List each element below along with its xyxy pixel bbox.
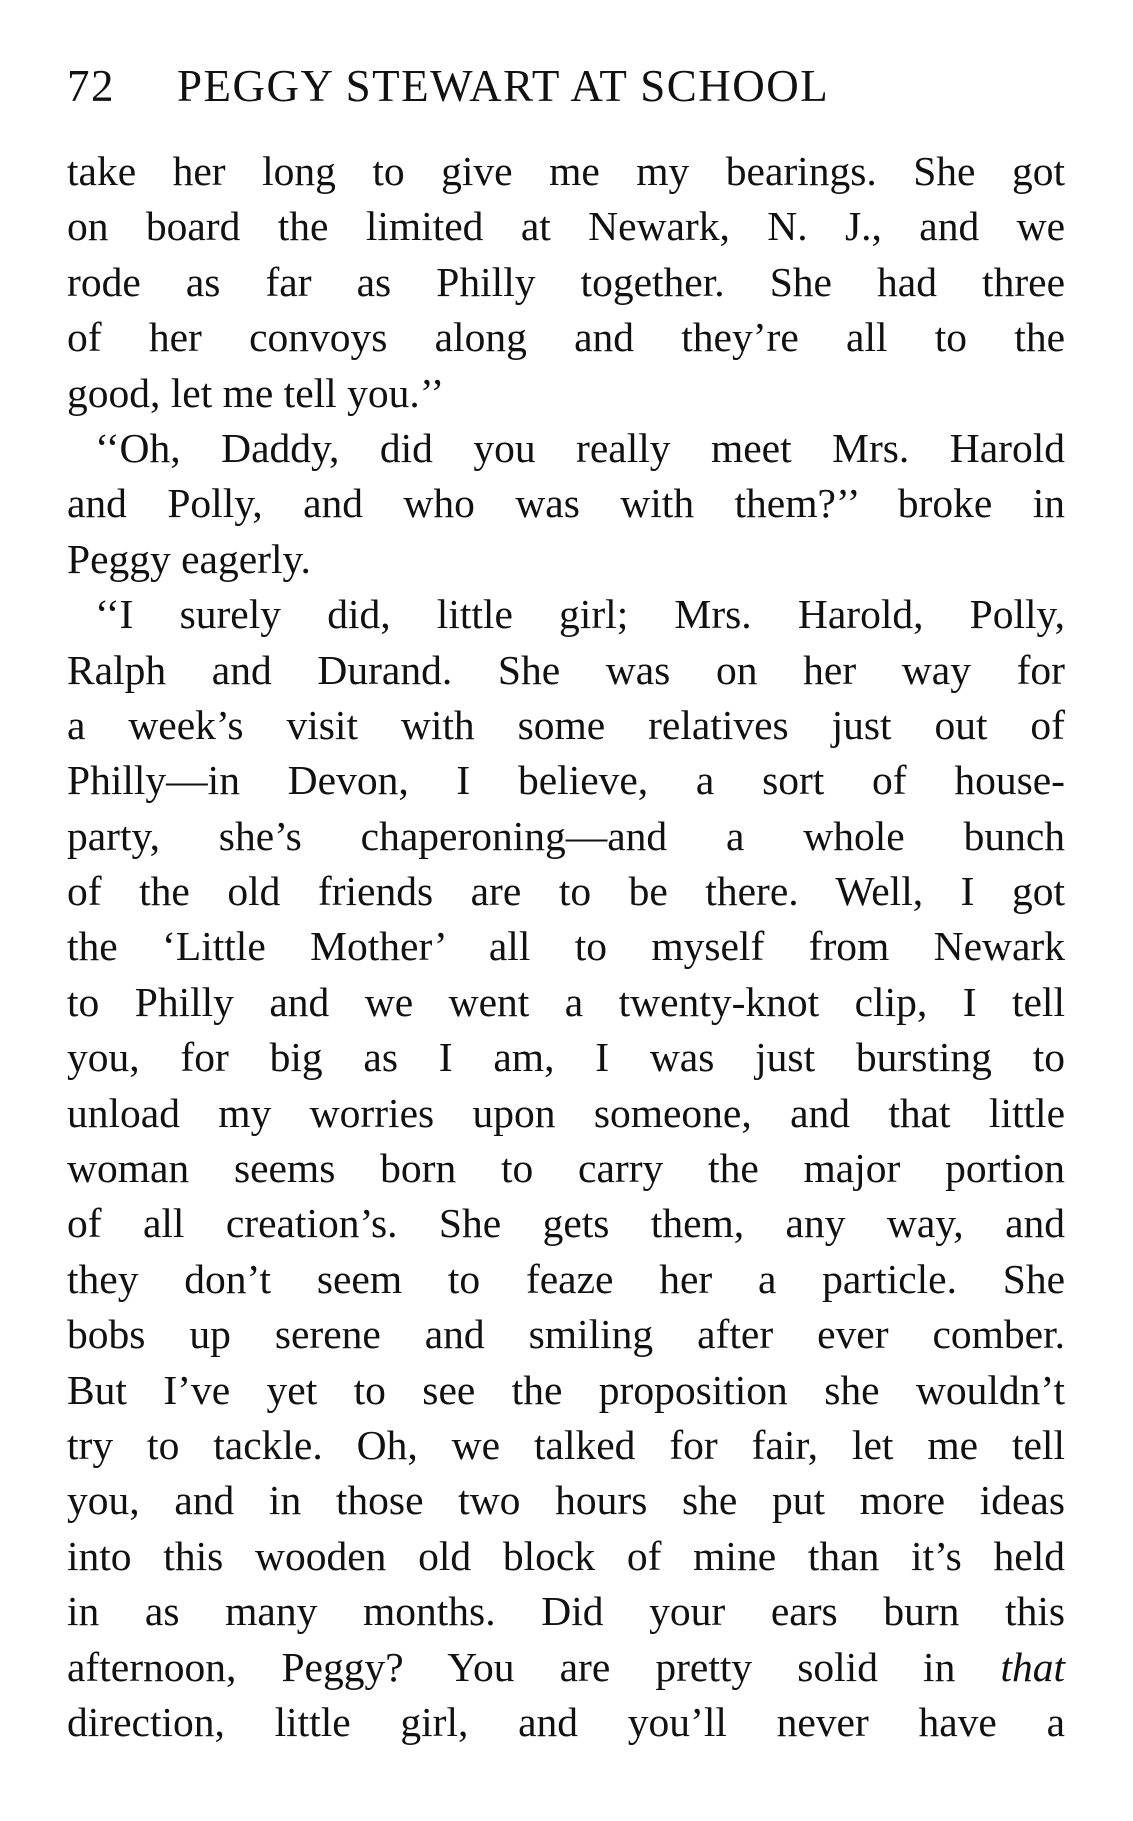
text-line: But I’ve yet to see the proposition she wouldn’t	[67, 1366, 1065, 1413]
text-line: they don’t seem to feaze her a particle. She	[67, 1255, 1065, 1302]
text-line: afternoon, Peggy? You are pretty solid in that	[67, 1643, 1065, 1690]
text-line: party, she’s chaperoning—and a whole bunch	[67, 812, 1065, 859]
text-line: ‘‘I surely did, little girl; Mrs. Harold, Polly,	[95, 591, 1065, 638]
text-line: and Polly, and who was with them?’’ broke in	[67, 480, 1065, 527]
text-line: Ralph and Durand. She was on her way for	[67, 646, 1065, 693]
text-line: in as many months. Did your ears burn this	[67, 1588, 1065, 1635]
running-head	[67, 58, 1065, 114]
text-line: of all creation’s. She gets them, any way, and	[67, 1200, 1065, 1247]
text-line: take her long to give me my bearings. She got	[67, 148, 1065, 194]
text-line: direction, little girl, and you’ll never have a	[67, 1698, 1065, 1745]
page-number: 72	[67, 61, 115, 111]
text-line: ‘‘Oh, Daddy, did you really meet Mrs. Harold	[95, 424, 1065, 471]
text-line: good, let me tell you.’’	[67, 369, 445, 416]
book-title: PEGGY STEWART AT SCHOOL	[177, 61, 830, 111]
text-line: of the old friends are to be there. Well, I got	[67, 868, 1065, 915]
text-line: bobs up serene and smiling after ever comber.	[67, 1311, 1065, 1358]
text-line: on board the limited at Newark, N. J., and we	[67, 203, 1065, 250]
text-line: the ‘Little Mother’ all to myself from Newark	[67, 923, 1065, 970]
text-line: you, and in those two hours she put more ideas	[67, 1477, 1065, 1524]
italic-word: that	[1000, 1643, 1065, 1690]
text-line: unload my worries upon someone, and that little	[67, 1089, 1065, 1136]
book-page	[67, 58, 1065, 1750]
text-line: rode as far as Philly together. She had three	[67, 258, 1065, 305]
text-line: Philly—in Devon, I believe, a sort of house-	[67, 757, 1065, 804]
text-line: try to tackle. Oh, we talked for fair, let me tell	[67, 1421, 1065, 1468]
text-line: Peggy eagerly.	[67, 535, 311, 582]
text-line: a week’s visit with some relatives just out of	[67, 701, 1065, 748]
body-text	[67, 144, 1065, 1750]
text-line: of her convoys along and they’re all to the	[67, 314, 1065, 361]
text-line: into this wooden old block of mine than it’s held	[67, 1532, 1065, 1579]
text-line: to Philly and we went a twenty-knot clip, I tell	[67, 978, 1065, 1025]
text-line: woman seems born to carry the major portion	[67, 1145, 1065, 1192]
text-line: you, for big as I am, I was just bursting to	[67, 1034, 1065, 1081]
